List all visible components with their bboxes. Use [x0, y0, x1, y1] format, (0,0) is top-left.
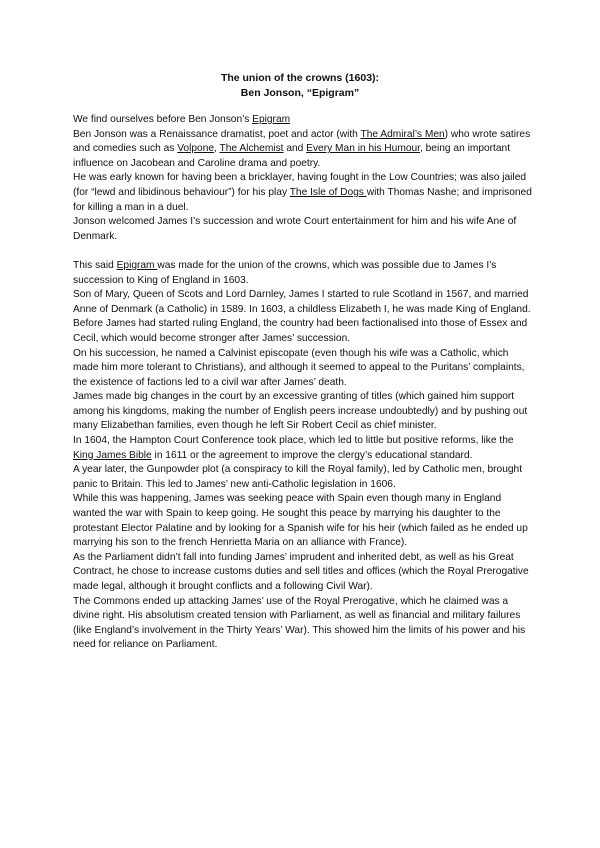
paragraph-text: in 1611 or the agreement to improve the clergy’s educational standard.	[151, 449, 473, 461]
body-paragraph	[73, 259, 533, 288]
underlined-title: Epigram	[116, 259, 158, 271]
paragraph-text: with Thomas Nashe; and imprisoned for killing a man in a duel.	[73, 186, 532, 213]
paragraph-text: Jonson welcomed James I’s succession and wrote Court entertainment for him and his wife Ane of Denmark.	[73, 216, 517, 242]
body-paragraph	[73, 215, 533, 244]
paragraph-text: We find ourselves before Ben Jonson’s	[73, 114, 253, 125]
body-paragraph	[73, 171, 533, 215]
body-paragraph	[73, 551, 533, 595]
body-paragraph	[73, 113, 533, 128]
underlined-title: The Admiral’s Men	[360, 128, 445, 140]
paragraph-text: While this was happening, James was seeking peace with Spain even though many in England wanted the war with Spain to keep going. He sought this peace by marrying his daughter to the protestant Elector Palatine and by looking for a Spanish wife for his heir (which failed as he ended up marrying his son to the french Henrietta Maria on an alliance with France).	[73, 493, 528, 549]
underlined-title: Epigram	[252, 114, 291, 125]
body-paragraph	[73, 317, 533, 346]
paragraph-text: ,	[214, 143, 220, 155]
paragraph-spacer	[73, 244, 533, 259]
document-title-line2: Ben Jonson, “Epigram”	[240, 87, 360, 99]
document-title-line1: The union of the crowns (1603):	[220, 72, 380, 84]
paragraph-text: , being an important influence on Jacobean and Caroline drama and poetry.	[73, 143, 511, 169]
paragraph-text: This said	[73, 259, 117, 271]
paragraph-text: was made for the union of the crowns, which was possible due to James I’s succession to King of England in 1603.	[73, 259, 497, 286]
paragraph-text: In 1604, the Hampton Court Conference took place, which led to little but positive reforms, like the	[73, 435, 514, 447]
underlined-title: Volpone	[177, 143, 215, 155]
body-paragraph	[73, 492, 533, 550]
paragraph-text: On his succession, he named a Calvinist episcopate (even though his wife was a Catholic, which made him more tolerant to Christians), and although it seemed to appeal to the Puritans’ complaints, the existence of factions led to a civil war after James’ death.	[73, 347, 525, 388]
body-paragraph	[73, 347, 533, 391]
paragraph-text: and	[283, 143, 307, 155]
underlined-title: The Isle of Dogs	[289, 186, 367, 198]
paragraph-text: He was early known for having been a bricklayer, having fought in the Low Countries; was also jailed (for “lewd and libidinous behaviour”) for his play	[73, 172, 527, 198]
paragraph-text: The Commons ended up attacking James’ use of the Royal Prerogative, which he claimed was a divine right. His absolutism created tension with Parliament, as well as financial and military failures (like England’s involvement in the Thirty Years’ War). This showed him the limits of his power and his need for reliance on Parliament.	[73, 595, 526, 651]
document-body	[73, 113, 533, 653]
underlined-title: Every Man in his Humour	[306, 143, 420, 155]
paragraph-text: A year later, the Gunpowder plot (a conspiracy to kill the Royal family), led by Catholic men, brought panic to Britain. This led to James’ new anti-Catholic legislation in 1606.	[73, 464, 523, 490]
body-paragraph	[73, 463, 533, 492]
body-paragraph	[73, 390, 533, 434]
paragraph-text: As the Parliament didn’t fall into funding James’ imprudent and inherited debt, as well as his Great Contract, he chose to increase customs duties and sell titles and offices (which the Royal Prerogative made legal, although it brought conflicts and a following Civil War).	[73, 551, 529, 592]
paragraph-text: ) who wrote satires and comedies such as	[73, 128, 531, 155]
paragraph-text: Ben Jonson was a Renaissance dramatist, poet and actor (with	[73, 128, 361, 140]
body-paragraph	[73, 595, 533, 653]
paragraph-text: James made big changes in the court by an excessive granting of titles (which gained him support among his kingdoms, making the number of English peers increase undoubtedly) and by pushing out many Elizabethan families, even though he left Sir Robert Cecil as chief minister.	[73, 391, 528, 432]
body-paragraph	[73, 288, 533, 317]
underlined-title: King James Bible	[73, 449, 152, 461]
underlined-title: The Alchemist	[219, 143, 284, 155]
body-paragraph	[73, 128, 533, 172]
body-paragraph	[73, 434, 533, 463]
paragraph-text: Son of Mary, Queen of Scots and Lord Darnley, James I started to rule Scotland in 1567, and married Anne of Denmark (a Catholic) in 1589. In 1603, a childless Elizabeth I, he was made King of England.	[73, 289, 531, 315]
paragraph-text: Before James had started ruling England, the country had been factionalised into those of Essex and Cecil, which would become stronger after James’ succession.	[73, 318, 528, 344]
